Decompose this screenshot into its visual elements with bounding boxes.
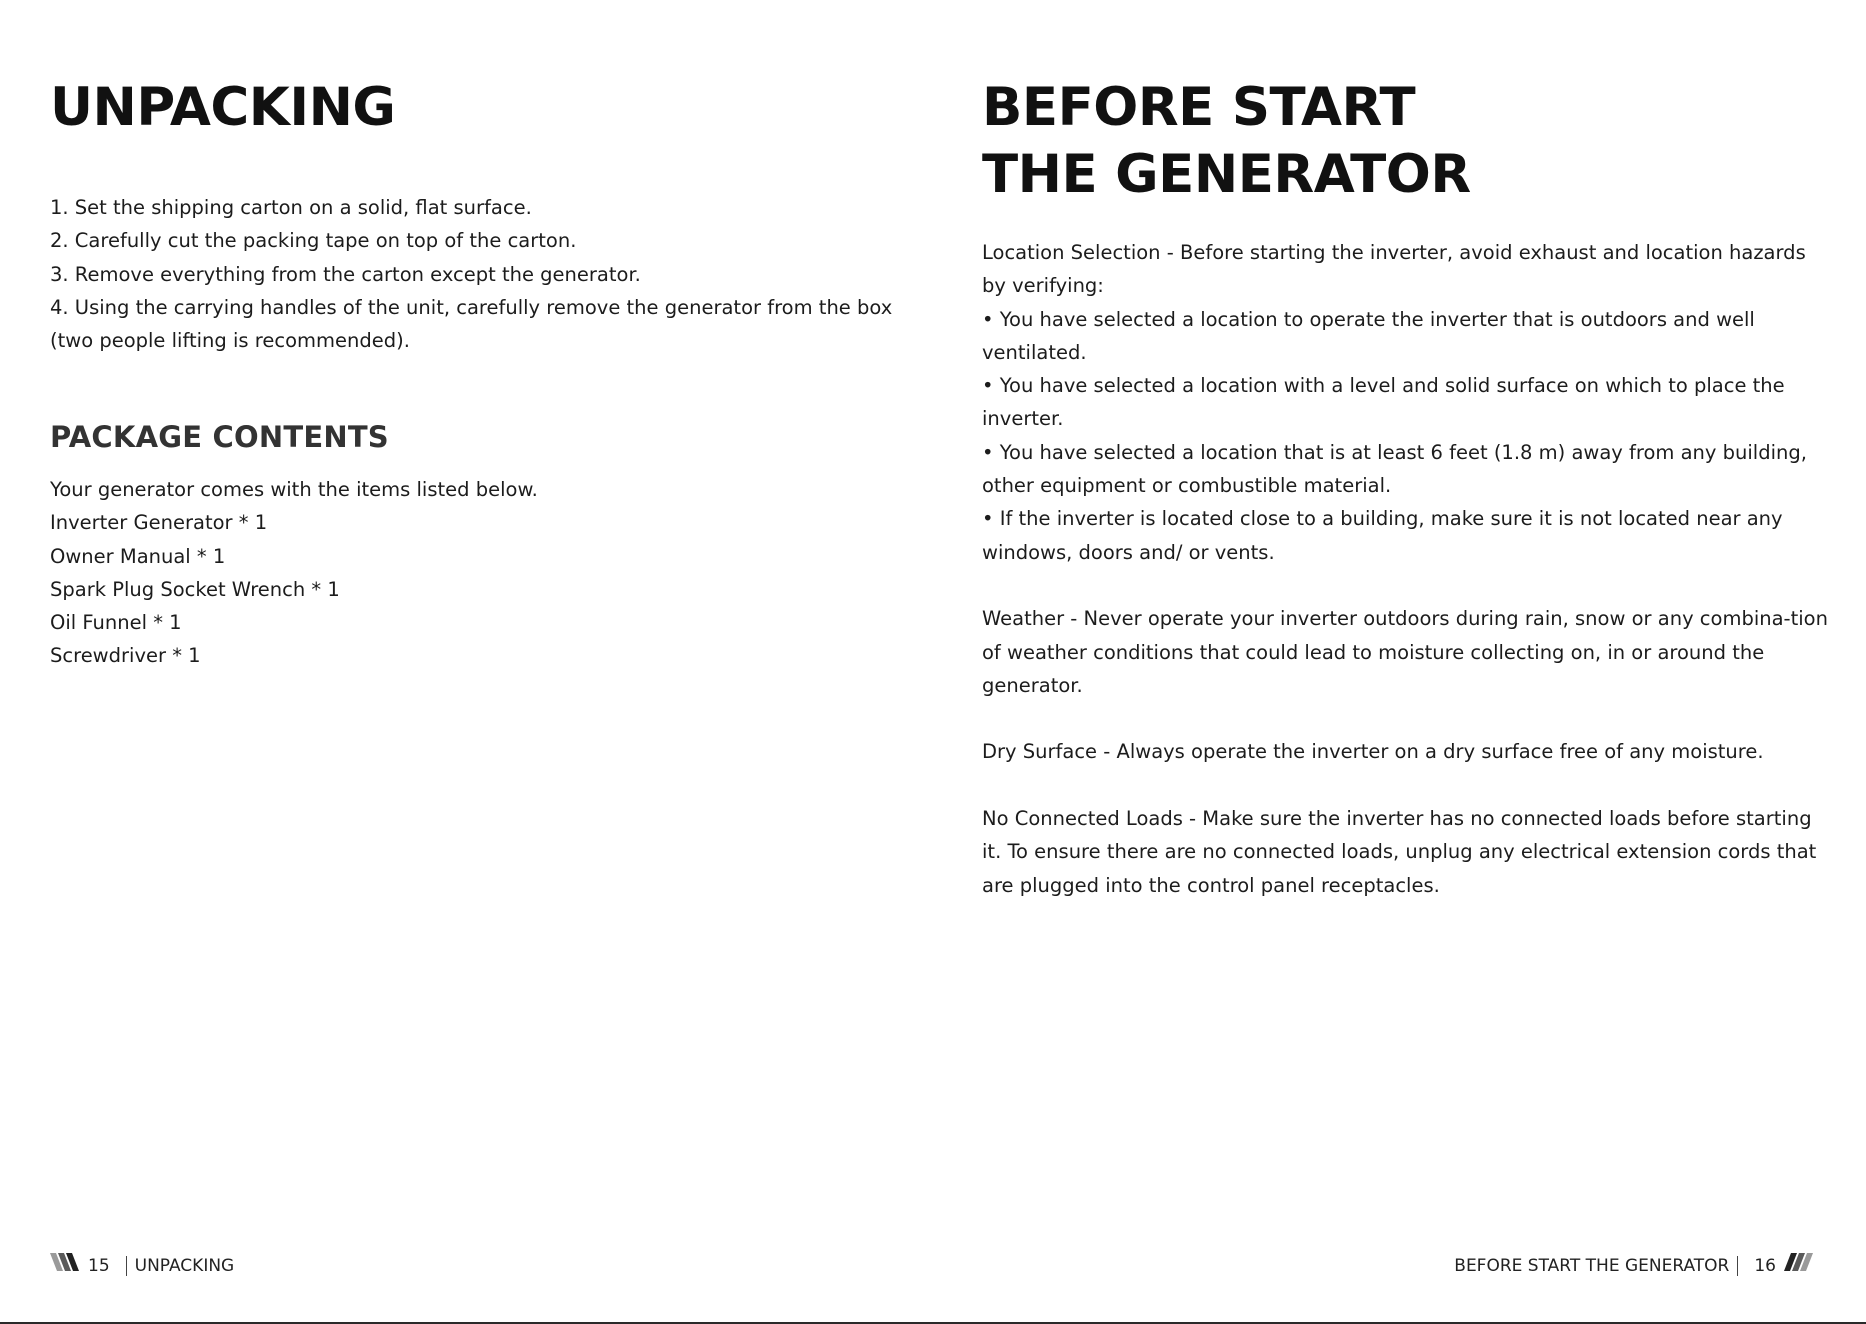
right-page bbox=[982, 0, 1828, 1322]
bullet-item: • If the inverter is located close to a building, make sure it is not located near any windows, doors and/ or vents. bbox=[982, 507, 1783, 564]
before-start-body bbox=[982, 236, 1828, 902]
footer-right bbox=[1454, 1253, 1814, 1279]
paragraph-gap bbox=[982, 769, 1828, 802]
list-item: Owner Manual * 1 bbox=[50, 544, 226, 568]
location-intro: Location Selection - Before starting the inverter, avoid exhaust and location hazards by verifying: bbox=[982, 241, 1806, 298]
dry-surface-paragraph: Dry Surface - Always operate the inverter on a dry surface free of any moisture. bbox=[982, 740, 1764, 764]
package-contents-heading: PACKAGE CONTENTS bbox=[50, 420, 389, 454]
footer-divider bbox=[126, 1256, 127, 1276]
page-title-line: BEFORE START bbox=[982, 77, 1416, 138]
list-item: Screwdriver * 1 bbox=[50, 644, 201, 668]
footer-left bbox=[50, 1253, 234, 1279]
stripes-icon bbox=[50, 1253, 80, 1279]
package-contents-intro: Your generator comes with the items listed below. bbox=[50, 478, 538, 501]
page-title-line: THE GENERATOR bbox=[982, 144, 1471, 205]
left-page bbox=[50, 0, 900, 1322]
page-number: 15 bbox=[88, 1256, 110, 1276]
unpacking-steps bbox=[50, 191, 900, 357]
footer-section-label: UNPACKING bbox=[134, 1256, 235, 1276]
step-item: 1. Set the shipping carton on a solid, flat surface. bbox=[50, 196, 532, 219]
weather-paragraph: Weather - Never operate your inverter outdoors during rain, snow or any combina-tion of weather conditions that could lead to moisture collecting on, in or around the generator. bbox=[982, 607, 1828, 697]
list-item: Spark Plug Socket Wrench * 1 bbox=[50, 577, 340, 601]
package-contents-list bbox=[50, 473, 900, 673]
bullet-item: • You have selected a location with a level and solid surface on which to place the inverter. bbox=[982, 374, 1785, 431]
page-title-unpacking: UNPACKING bbox=[50, 77, 396, 138]
step-item: 2. Carefully cut the packing tape on top of the carton. bbox=[50, 229, 577, 253]
page-number: 16 bbox=[1754, 1256, 1776, 1276]
bullet-item: • You have selected a location that is at least 6 feet (1.8 m) away from any building, other equipment or combustible material. bbox=[982, 440, 1807, 498]
list-item: Oil Funnel * 1 bbox=[50, 611, 182, 635]
step-item: 3. Remove everything from the carton except the generator. bbox=[50, 262, 641, 286]
page-title-before-start bbox=[982, 74, 1471, 208]
stripes-icon bbox=[1784, 1253, 1814, 1279]
no-loads-paragraph: No Connected Loads - Make sure the inverter has no connected loads before starting it. To ensure there are no connected loads, unplug any electrical extension cords that are plugged into the control panel receptacles. bbox=[982, 807, 1817, 897]
footer-section-label: BEFORE START THE GENERATOR bbox=[1454, 1256, 1730, 1276]
list-item: Inverter Generator * 1 bbox=[50, 511, 268, 535]
bullet-item: • You have selected a location to operate the inverter that is outdoors and well ventilated. bbox=[982, 307, 1755, 364]
paragraph-gap bbox=[982, 569, 1828, 602]
footer-divider bbox=[1737, 1256, 1738, 1276]
step-item: 4. Using the carrying handles of the unit, carefully remove the generator from the box (two people lifting is recommended). bbox=[50, 295, 893, 353]
paragraph-gap bbox=[982, 702, 1828, 735]
